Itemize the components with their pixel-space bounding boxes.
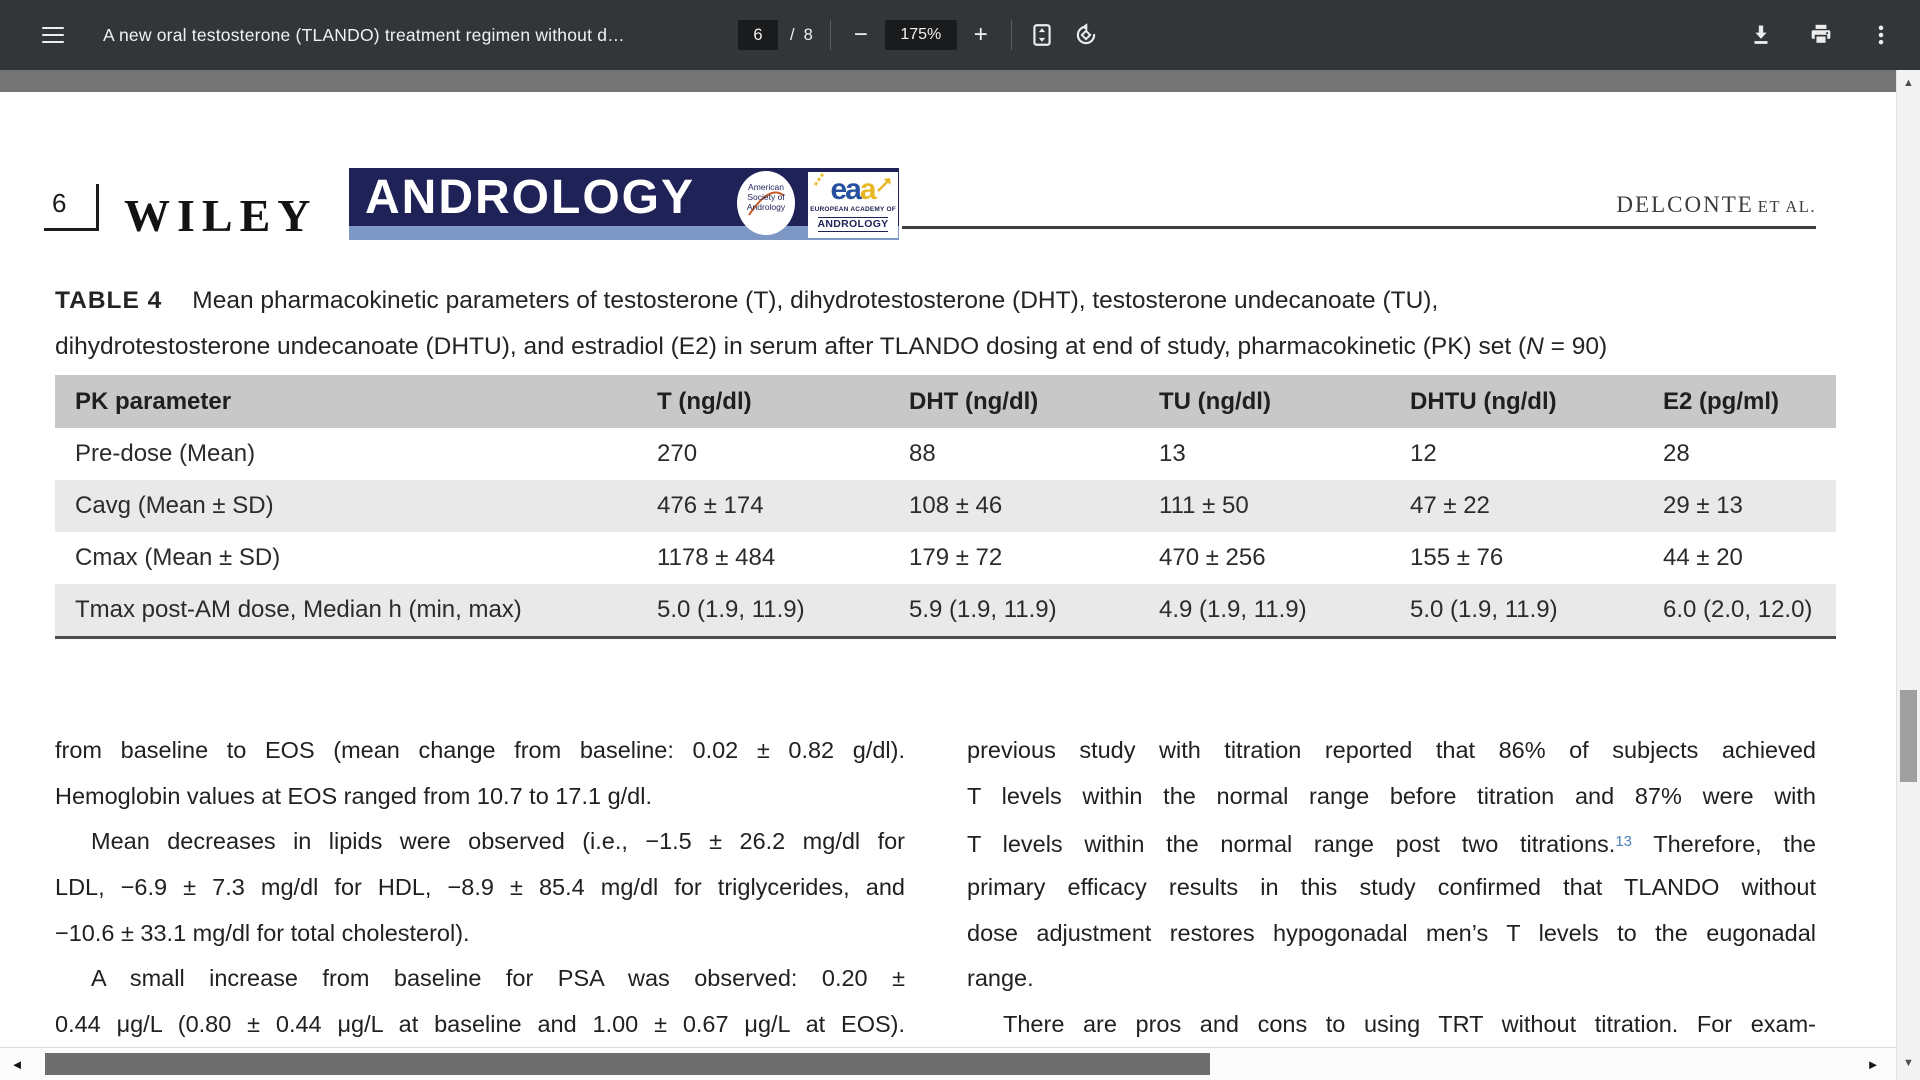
toolbar-right-controls <box>1748 0 1894 70</box>
vertical-scrollbar[interactable] <box>1896 70 1920 1080</box>
eaa-letters-gold: a <box>859 173 876 206</box>
scroll-up-arrow-icon[interactable]: ▲ <box>1903 77 1914 89</box>
menu-button[interactable] <box>40 21 66 49</box>
body-line: previous study with titration reported that 86% of subjects achieved <box>967 737 1816 763</box>
body-line: There are pros and cons to using TRT without titration. For exam- <box>1003 1011 1816 1038</box>
column-header: TU (ng/dl) <box>1159 375 1410 428</box>
rotate-icon <box>1073 22 1099 48</box>
body-line: A small increase from baseline for PSA was observed: 0.20 ± <box>91 965 905 992</box>
eaa-logo <box>808 172 898 238</box>
print-icon <box>1808 22 1834 48</box>
table-cell: 44 ± 20 <box>1663 544 1743 571</box>
table-cell: 88 <box>909 440 936 467</box>
asa-logo-text: Society of <box>747 192 785 202</box>
caption-text-3: = 90) <box>1543 333 1608 360</box>
table-cell: Pre-dose (Mean) <box>75 440 256 467</box>
reference-link-13[interactable]: 13 <box>1615 833 1633 851</box>
horizontal-scrollbar[interactable] <box>0 1047 1896 1080</box>
table-cell: 12 <box>1410 440 1437 467</box>
eaa-subtitle-2: ANDROLOGY <box>817 218 889 230</box>
scroll-right-arrow-icon[interactable]: ► <box>1866 1056 1880 1072</box>
table-row <box>55 480 1836 532</box>
table-cell: 270 <box>657 440 698 467</box>
body-column-right <box>967 728 1816 1048</box>
column-header: E2 (pg/ml) <box>1663 375 1836 428</box>
body-column-left <box>55 728 905 1048</box>
eaa-stars-icon: ★★★ <box>811 172 827 189</box>
hamburger-icon <box>42 41 64 44</box>
eaa-letters-blue: ea <box>830 173 860 206</box>
running-head-authors: DELCONTE <box>1616 192 1754 217</box>
pdf-toolbar <box>0 0 1920 70</box>
table-cell: 1178 ± 484 <box>657 544 776 571</box>
header-rule-vertical <box>96 184 99 231</box>
body-line: T levels within the normal range before titration and 87% were with <box>967 782 1816 809</box>
body-line: −10.6 ± 33.1 mg/dl for total cholesterol). <box>55 919 470 946</box>
wiley-logo: WILEY <box>124 190 318 241</box>
running-head <box>1616 192 1816 218</box>
column-header: DHT (ng/dl) <box>909 375 1159 428</box>
table-cell: 47 ± 22 <box>1410 480 1663 532</box>
table-cell: 4.9 (1.9, 11.9) <box>1159 584 1410 638</box>
table-cell: 28 <box>1663 440 1690 467</box>
more-options-button[interactable] <box>1868 22 1894 48</box>
download-button[interactable] <box>1748 22 1774 48</box>
body-line: Hemoglobin values at EOS ranged from 10.7 to 17.1 g/dl. <box>55 782 652 809</box>
zoom-out-button[interactable]: − <box>848 20 874 50</box>
table-cell: 13 <box>1159 440 1186 467</box>
table-cell: 111 ± 50 <box>1159 480 1410 532</box>
table-cell: 29 ± 13 <box>1663 480 1836 532</box>
table-caption <box>55 278 1820 370</box>
pk-parameters-table <box>55 375 1836 639</box>
male-symbol-arrow-icon <box>876 177 892 193</box>
table-header-row <box>55 375 1836 428</box>
journal-title: ANDROLOGY <box>365 171 695 224</box>
caption-n-italic: N <box>1526 333 1544 360</box>
zoom-in-button[interactable]: + <box>968 20 994 50</box>
body-line: 0.44 μg/L (0.80 ± 0.44 μg/L at baseline and 1.00 ± 0.67 μg/L at EOS). <box>55 1011 905 1038</box>
table-cell: 470 ± 256 <box>1159 544 1266 571</box>
caption-text-2: dihydrotestosterone undecanoate (DHTU), and estradiol (E2) in serum after TLANDO dosing at end of study, pharmacokinetic (PK) set ( <box>55 333 1527 360</box>
table-row <box>55 428 1836 480</box>
table-cell: 5.0 (1.9, 11.9) <box>657 584 909 638</box>
caption-text-1: Mean pharmacokinetic parameters of testosterone (T), dihydrotestosterone (DHT), testosterone undecanoate (TU), <box>192 287 1439 314</box>
fit-page-button[interactable] <box>1029 22 1055 48</box>
paper-page-number: 6 <box>52 188 67 218</box>
column-header: T (ng/dl) <box>657 375 909 428</box>
scroll-down-arrow-icon[interactable]: ▼ <box>1903 1057 1914 1069</box>
viewer-background <box>0 70 1896 92</box>
table-cell: 6.0 (2.0, 12.0) <box>1663 584 1836 638</box>
page-number-input[interactable]: 6 <box>738 20 778 50</box>
body-line-text: Therefore, the <box>1632 831 1816 858</box>
table-cell: Cmax (Mean ± SD) <box>75 544 281 571</box>
document-title: A new oral testosterone (TLANDO) treatment regimen without d… <box>103 24 625 45</box>
table-label: TABLE 4 <box>55 287 163 314</box>
running-head-etal: ET AL. <box>1757 197 1816 216</box>
table-row <box>55 532 1836 584</box>
column-header: DHTU (ng/dl) <box>1410 375 1663 428</box>
hamburger-icon <box>42 27 64 30</box>
toolbar-divider <box>830 20 831 50</box>
table-cell: Tmax post-AM dose, Median h (min, max) <box>55 584 657 638</box>
table-cell: 5.0 (1.9, 11.9) <box>1410 584 1663 638</box>
download-icon <box>1748 22 1774 48</box>
header-rule-right <box>902 226 1816 229</box>
zoom-level: 175% <box>885 20 957 50</box>
rotate-button[interactable] <box>1073 22 1099 48</box>
asa-logo-text: American <box>748 182 784 192</box>
vertical-scrollbar-thumb[interactable] <box>1900 690 1917 782</box>
body-line: Mean decreases in lipids were observed (i.e., −1.5 ± 26.2 mg/dl for <box>91 828 905 855</box>
scroll-left-arrow-icon[interactable]: ◄ <box>10 1056 24 1072</box>
print-button[interactable] <box>1808 22 1834 48</box>
page-total: 8 <box>803 25 813 44</box>
column-header: PK parameter <box>55 375 657 428</box>
table-caption-line2 <box>55 324 1820 370</box>
table-row <box>55 584 1836 638</box>
table-cell: 476 ± 174 <box>657 480 909 532</box>
table-cell: 108 ± 46 <box>909 480 1159 532</box>
asa-logo <box>737 171 795 235</box>
body-line <box>967 819 1816 865</box>
kebab-menu-icon <box>1868 22 1894 48</box>
andrology-journal-banner <box>349 168 899 240</box>
body-line: LDL, −6.9 ± 7.3 mg/dl for HDL, −8.9 ± 85.4 mg/dl for triglycerides, and <box>55 874 905 901</box>
horizontal-scrollbar-thumb[interactable] <box>45 1053 1210 1075</box>
body-line-text: T levels within the normal range post two titrations. <box>967 831 1616 858</box>
eaa-subtitle: EUROPEAN ACADEMY OF <box>810 206 896 213</box>
body-line: from baseline to EOS (mean change from baseline: 0.02 ± 0.82 g/dl). <box>55 737 905 763</box>
body-line: range. <box>967 965 1034 992</box>
asa-logo-text: Andrology <box>746 202 786 212</box>
toolbar-center-controls <box>738 0 1099 70</box>
body-line: dose adjustment restores hypogonadal men’s T levels to the eugonadal <box>967 919 1816 946</box>
fit-page-icon <box>1029 22 1055 48</box>
body-line: primary efficacy results in this study confirmed that TLANDO without <box>967 874 1816 901</box>
pdf-page <box>0 92 1896 1047</box>
page-separator: / <box>790 25 795 44</box>
hamburger-icon <box>42 34 64 37</box>
table-caption-line1 <box>55 278 1820 324</box>
table-cell: 155 ± 76 <box>1410 544 1504 571</box>
table-cell: 179 ± 72 <box>909 544 1003 571</box>
table-cell: 5.9 (1.9, 11.9) <box>909 584 1159 638</box>
toolbar-divider <box>1011 20 1012 50</box>
header-rule-left <box>44 228 98 231</box>
table-cell: Cavg (Mean ± SD) <box>55 480 657 532</box>
